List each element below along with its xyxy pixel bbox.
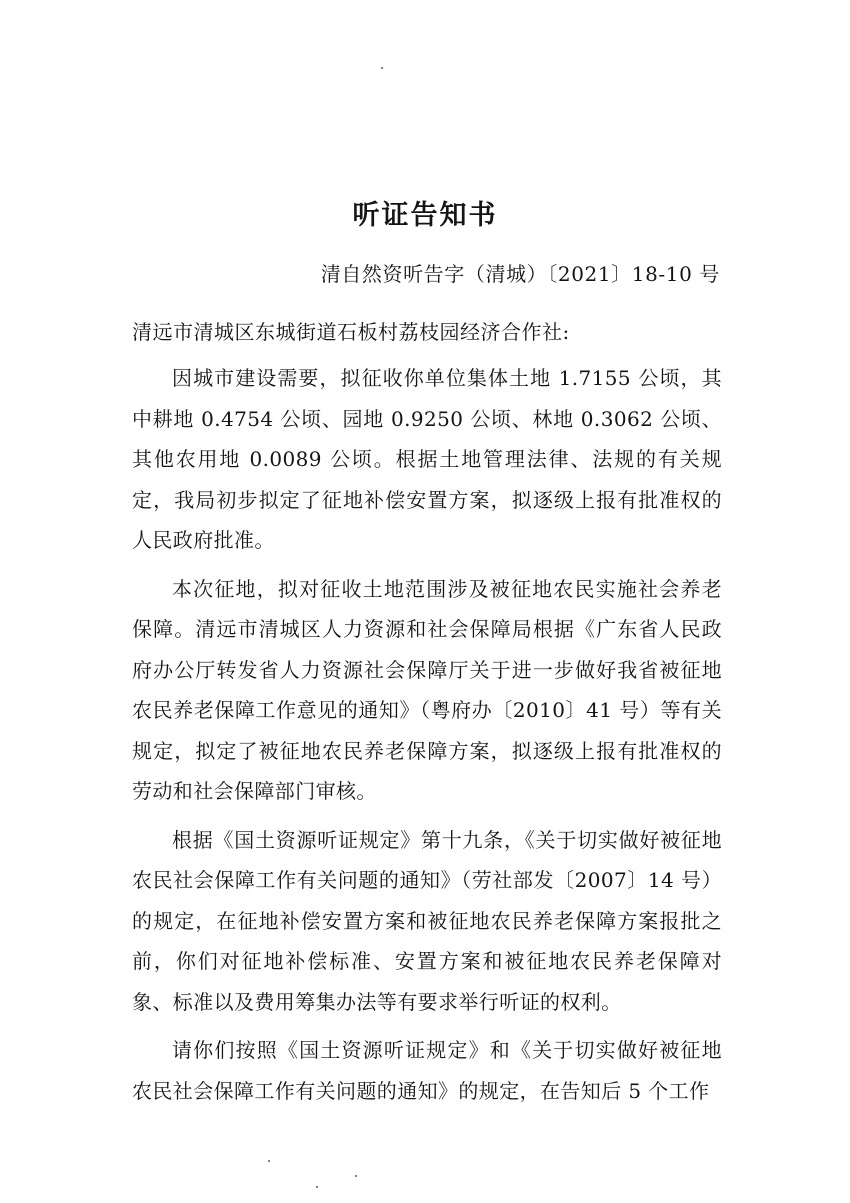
- scan-speck: [381, 67, 383, 69]
- paragraph-pension-security: 本次征地，拟对征收土地范围涉及被征地农民实施社会养老保障。清远市清城区人力资源和社会保障局根据《广东省人民政府办公厅转发省人力资源社会保障厅关于进一步做好我省被征地农民养老保障工作意见的通知》（粤府办〔2010〕41 号）等有关规定，拟定了被征地农民养老保障方案，拟逐级上报有批准权的劳动和社会保障部门审核。: [132, 576, 722, 803]
- paragraph-request-instruction: 请你们按照《国土资源听证规定》和《关于切实做好被征地农民社会保障工作有关问题的通知》的规定，在告知后 5 个工作: [132, 1038, 722, 1103]
- paragraph-land-acquisition: 因城市建设需要，拟征收你单位集体土地 1.7155 公顷，其中耕地 0.4754 公顷、园地 0.9250 公顷、林地 0.3062 公顷、其他农用地 0.0089 公顷。根据土地管理法律、法规的有关规定，我局初步拟定了征地补偿安置方案，拟逐级上报有批准权的人民政府批准。: [132, 366, 722, 552]
- scan-speck: [268, 1160, 270, 1162]
- scan-speck: [316, 1186, 318, 1188]
- document-title: 听证告知书: [352, 200, 498, 231]
- paragraph-hearing-right: 根据《国土资源听证规定》第十九条，《关于切实做好被征地农民社会保障工作有关问题的通知》（劳社部发〔2007〕14 号）的规定，在征地补偿安置方案和被征地农民养老保障方案报批之前，你们对征地补偿标准、安置方案和被征地农民养老保障对象、标准以及费用筹集办法等有要求举行听证的权利。: [132, 827, 722, 1014]
- document-number: 清自然资听告字（清城）〔2021〕18-10 号: [320, 262, 720, 286]
- body-text: [132, 358, 722, 1119]
- recipient-line: 清远市清城区东城街道石板村荔枝园经济合作社:: [132, 320, 570, 344]
- scan-speck: [355, 1175, 357, 1177]
